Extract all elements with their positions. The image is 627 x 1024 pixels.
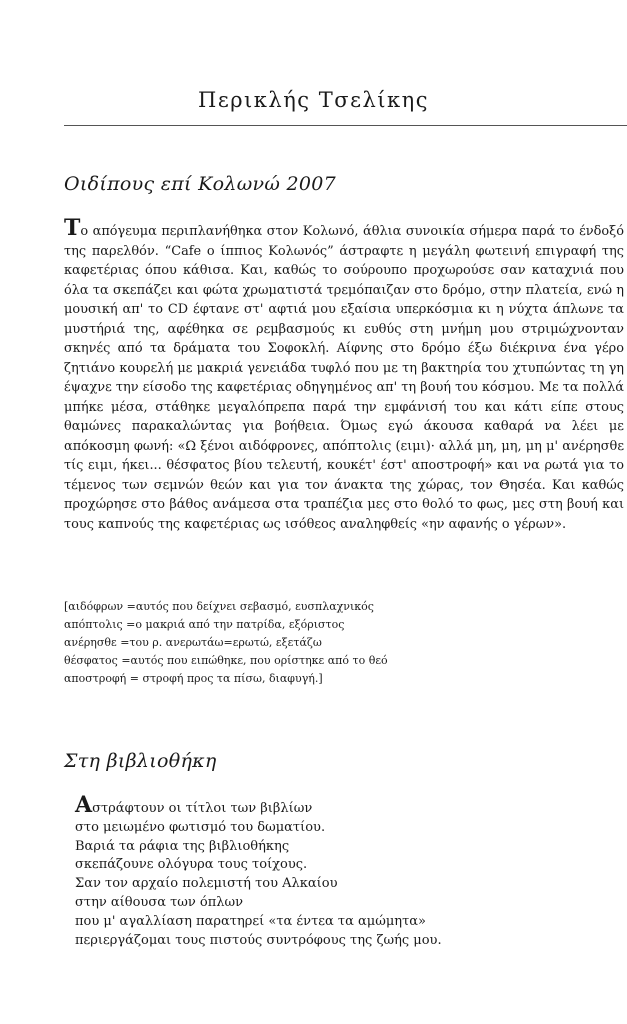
glossary-note: ανέρησθε =του ρ. ανερωτάω=ερωτώ, εξετάζω (64, 636, 322, 649)
poem-line-text: στράφτουν οι τίτλοι των βιβλίων (92, 801, 313, 816)
glossary-note: αποστροφή = στροφή προς τα πίσω, διαφυγή.] (64, 672, 323, 685)
poem-line: περιεργάζομαι τους πιστούς συντρόφους της ζωής μου. (75, 932, 442, 948)
section-title-oedipus: Οιδίπους επί Κολωνώ 2007 (64, 173, 337, 195)
glossary-note: απόπτολις =ο μακριά από την πατρίδα, εξόριστος (64, 618, 345, 631)
poem-line: Βαριά τα ράφια της βιβλιοθήκης (75, 838, 290, 854)
running-header-author: Περικλής Τσελίκης (198, 88, 429, 112)
poem-line: Σαν τον αρχαίο πολεμιστή του Αλκαίου (75, 876, 338, 892)
drop-cap: Α (75, 792, 93, 818)
header-rule (64, 125, 627, 126)
prose-paragraph (64, 215, 624, 534)
poem-line: στο μειωμένο φωτισμό του δωματίου. (75, 819, 326, 835)
glossary-notes (64, 598, 584, 688)
prose-body: ο απόγευμα περιπλανήθηκα στον Κολωνό, άθλια συνοικία σήμερα παρά το ένδοξό της παρελθόν. “Cafe ο ίππιος Κολωνός” άστραφτε η μεγάλη φωτεινή επιγραφή της καφετέριας όπου κάθισα. Και, καθώς το σούρουπο προχωρούσε σαν καταχνιά που όλα τα σκεπάζει και φώτα χρωματιστά τρεμόπαιζαν στο δρόμο, στην πλατεία, ενώ η μουσική απ' το CD έφτανε στ' αφτιά μου εξαίσια υπερκόσμια κι η νύχτα άπλωνε τα μυστήριά της, αφέθηκα σε ρεμβασμούς κι ευθύς στη μνήμη μου στριμώχνονταν σκηνές από τα δράματα του Σοφοκλή. Αίφνης στο δρόμο έξω διέκρινα ένα γέρο ζητιάνο κουρελή με μακριά γενειάδα τυφλό που με τη βακτηρία του χτυπώντας τη γη έψαχνε την είσοδο της καφετέριας οδηγημένος απ' τη βουή του κόσμου. Με τα πολλά μπήκε μέσα, στάθηκε μεγαλόπρεπα παρά την εμφάνισή του και κάτι είπε στους θαμώνες παρακαλώντας για βοήθεια. Όμως εγώ άκουσα καθαρά να λέει με απόκοσμη φωνή: «Ω ξένοι αιδόφρονες, απόπτολις (ειμι)· αλλά μη, μη, μη μ' ανέρησθε τίς ειμι, ήκει... θέσφατος βίου τελευτή, κουκέτ' έστ' αποστροφή» και να ρωτά για το τέμενος των σεμνών θεών και για τον άνακτα της χώρας, τον Θησέα. Και καθώς προχώρησε στο βάθος ανάμεσα στα τραπέζια μες στο θολό το φως, μες στη βουή και τους καπνούς της καφετέριας ως ισόθεος αναληφθείς «ην αφανής ο γέρων». (64, 224, 624, 532)
poem-line: που μ' αγαλλίαση παρατηρεί «τα έντεα τα αμώμητα» (75, 913, 426, 929)
poem-line: στην αίθουσα των όπλων (75, 894, 244, 910)
glossary-note: θέσφατος =αυτός που ειπώθηκε, που ορίστηκε από το θεό (64, 654, 388, 667)
poem-line: σκεπάζουνε ολόγυρα τους τοίχους. (75, 857, 308, 873)
poem (75, 792, 615, 950)
glossary-note: [αιδόφρων =αυτός που δείχνει σεβασμό, ευσπλαχνικός (64, 600, 374, 613)
section-title-library: Στη βιβλιοθήκη (64, 750, 217, 772)
drop-cap: Τ (64, 215, 81, 241)
poem-line (75, 792, 615, 819)
